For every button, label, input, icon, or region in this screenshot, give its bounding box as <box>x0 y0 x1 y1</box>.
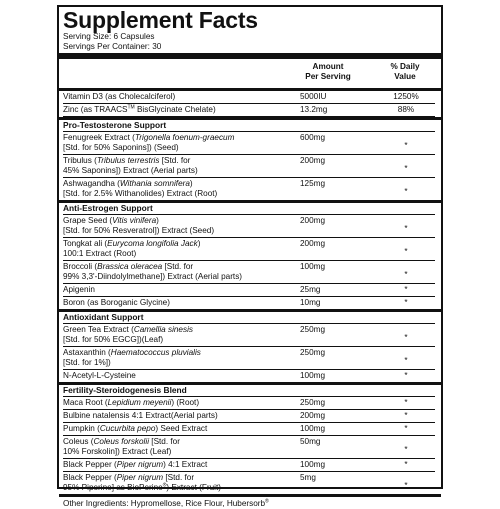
ingredient-name: Tribulus (Tribulus terrestris [Std. for 45% Saponins]) Extract (Aerial parts) <box>63 156 198 175</box>
ingredient-amount: 200mg <box>300 156 326 165</box>
section-heading: Antioxidant Support <box>63 312 435 324</box>
ingredient-amount: 250mg <box>300 398 326 407</box>
ingredient-name: Green Tea Extract (Camellia sinesis [Std. for 50% EGCG])(Leaf) <box>63 325 193 344</box>
ingredient-row <box>63 215 435 238</box>
antioxidant-list <box>63 324 435 382</box>
ingredient-name: Black Pepper (Piper nigrum) 4:1 Extract <box>63 460 208 469</box>
ingredient-name: Boron (as Boroganic Glycine) <box>63 298 170 307</box>
ingredient-daily-value: * <box>404 398 408 407</box>
ingredient-row <box>63 178 435 200</box>
ingredient-amount: 200mg <box>300 239 326 248</box>
section-heading: Anti-Estrogen Support <box>63 203 435 215</box>
panel-title: Supplement Facts <box>63 7 258 33</box>
ingredient-amount: 100mg <box>300 460 326 469</box>
ingredient-amount: 250mg <box>300 348 326 357</box>
ingredient-name: N-Acetyl-L-Cysteine <box>63 371 136 380</box>
ingredient-amount: 100mg <box>300 262 326 271</box>
ingredient-amount: 5mg <box>300 473 316 482</box>
ingredient-amount: 50mg <box>300 437 321 446</box>
ingredient-row <box>63 347 435 370</box>
ingredient-daily-value: * <box>404 247 408 256</box>
ingredient-row <box>63 472 435 494</box>
ingredient-daily-value: * <box>404 187 408 196</box>
ingredient-amount: 100mg <box>300 424 326 433</box>
servings-per-container: Servings Per Container: 30 <box>63 42 162 51</box>
ingredient-name: Astaxanthin (Haematococcus pluvialis [Std. for 1%]) <box>63 348 201 367</box>
supplement-facts-panel <box>57 5 443 508</box>
ingredient-amount: 125mg <box>300 179 326 188</box>
ingredient-row <box>63 297 435 309</box>
ingredient-name: Coleus (Coleus forskolii [Std. for 10% Forskolin]) Extract (Leaf) <box>63 437 180 456</box>
section-heading: Pro-Testosterone Support <box>63 120 435 132</box>
ingredient-amount: 250mg <box>300 325 326 334</box>
ingredient-row <box>63 370 435 382</box>
ingredient-row <box>63 324 435 347</box>
ingredient-row <box>63 423 435 436</box>
ingredient-row <box>63 436 435 459</box>
pro-testosterone-list <box>63 132 435 200</box>
ingredient-daily-value: * <box>404 298 408 307</box>
ingredient-name: Maca Root (Lepidium meyenii) (Root) <box>63 398 200 407</box>
ingredient-daily-value: * <box>404 424 408 433</box>
ingredient-amount: 10mg <box>300 298 321 307</box>
ingredient-daily-value: * <box>404 356 408 365</box>
ingredient-name: Black Pepper (Piper nigrum [Std. for 95% Piperine] as BioPerine®) Extract (Fruit) <box>63 473 221 492</box>
amount-header: Amount Per Serving <box>305 62 351 81</box>
ingredient-amount: 200mg <box>300 411 326 420</box>
anti-estrogen-list <box>63 215 435 309</box>
ingredient-daily-value: * <box>404 164 408 173</box>
ingredient-row: Zinc (as TRAACS™ BisGlycinate Chelate) 13.2mg 88% <box>63 104 435 117</box>
ingredient-name: Grape Seed (Vitis vinifera) [Std. for 50% Resveratrol]) Extract (Seed) <box>63 216 215 235</box>
ingredient-daily-value: * <box>404 460 408 469</box>
ingredient-daily-value: * <box>404 141 408 150</box>
daily-value-header: % Daily Value <box>390 62 420 81</box>
section-heading: Fertility-Steroidogenesis Blend <box>63 385 435 397</box>
fertility-list <box>63 397 435 494</box>
ingredient-daily-value: * <box>404 270 408 279</box>
ingredient-row: Vitamin D3 (as Cholecalciferol) 5000IU 1250% <box>63 91 435 104</box>
ingredient-daily-value: * <box>404 411 408 420</box>
ingredient-amount: 25mg <box>300 285 321 294</box>
ingredient-daily-value: * <box>404 371 408 380</box>
ingredient-name: Ashwagandha (Withania somnifera) [Std. for 2.5% Withanolides) Extract (Root) <box>63 179 218 198</box>
ingredient-name: Bulbine natalensis 4:1 Extract(Aerial parts) <box>63 411 218 420</box>
ingredient-daily-value: * <box>404 224 408 233</box>
ingredient-name: Broccoli (Brassica oleracea [Std. for 99% 3,3'-Diindolylmethane]) Extract (Aerial parts) <box>63 262 243 281</box>
serving-size: Serving Size: 6 Capsules <box>63 32 155 41</box>
ingredient-amount: 100mg <box>300 371 326 380</box>
ingredient-row <box>63 410 435 423</box>
ingredient-row <box>63 155 435 178</box>
ingredient-row <box>63 459 435 472</box>
ingredient-row <box>63 284 435 297</box>
ingredient-daily-value: * <box>404 445 408 454</box>
ingredient-amount: 600mg <box>300 133 326 142</box>
ingredient-row <box>63 397 435 410</box>
ingredient-daily-value: * <box>404 285 408 294</box>
other-ingredients: Other Ingredients: Hypromellose, Rice Flour, Hubersorb® <box>63 498 269 508</box>
ingredient-daily-value: * <box>404 333 408 342</box>
ingredient-name: Fenugreek Extract (Trigonella foenum-graecum [Std. for 50% Saponins]) (Seed) <box>63 133 235 152</box>
ingredient-amount: 200mg <box>300 216 326 225</box>
ingredient-name: Pumpkin (Cucurbita pepo) Seed Extract <box>63 424 208 433</box>
ingredient-row <box>63 132 435 155</box>
ingredient-row <box>63 238 435 261</box>
ingredient-daily-value: * <box>404 481 408 490</box>
ingredient-name: Apigenin <box>63 285 95 294</box>
ingredient-name: Tongkat ali (Eurycoma longifolia Jack) 100:1 Extract (Root) <box>63 239 201 258</box>
ingredient-row <box>63 261 435 284</box>
column-header <box>63 59 435 88</box>
